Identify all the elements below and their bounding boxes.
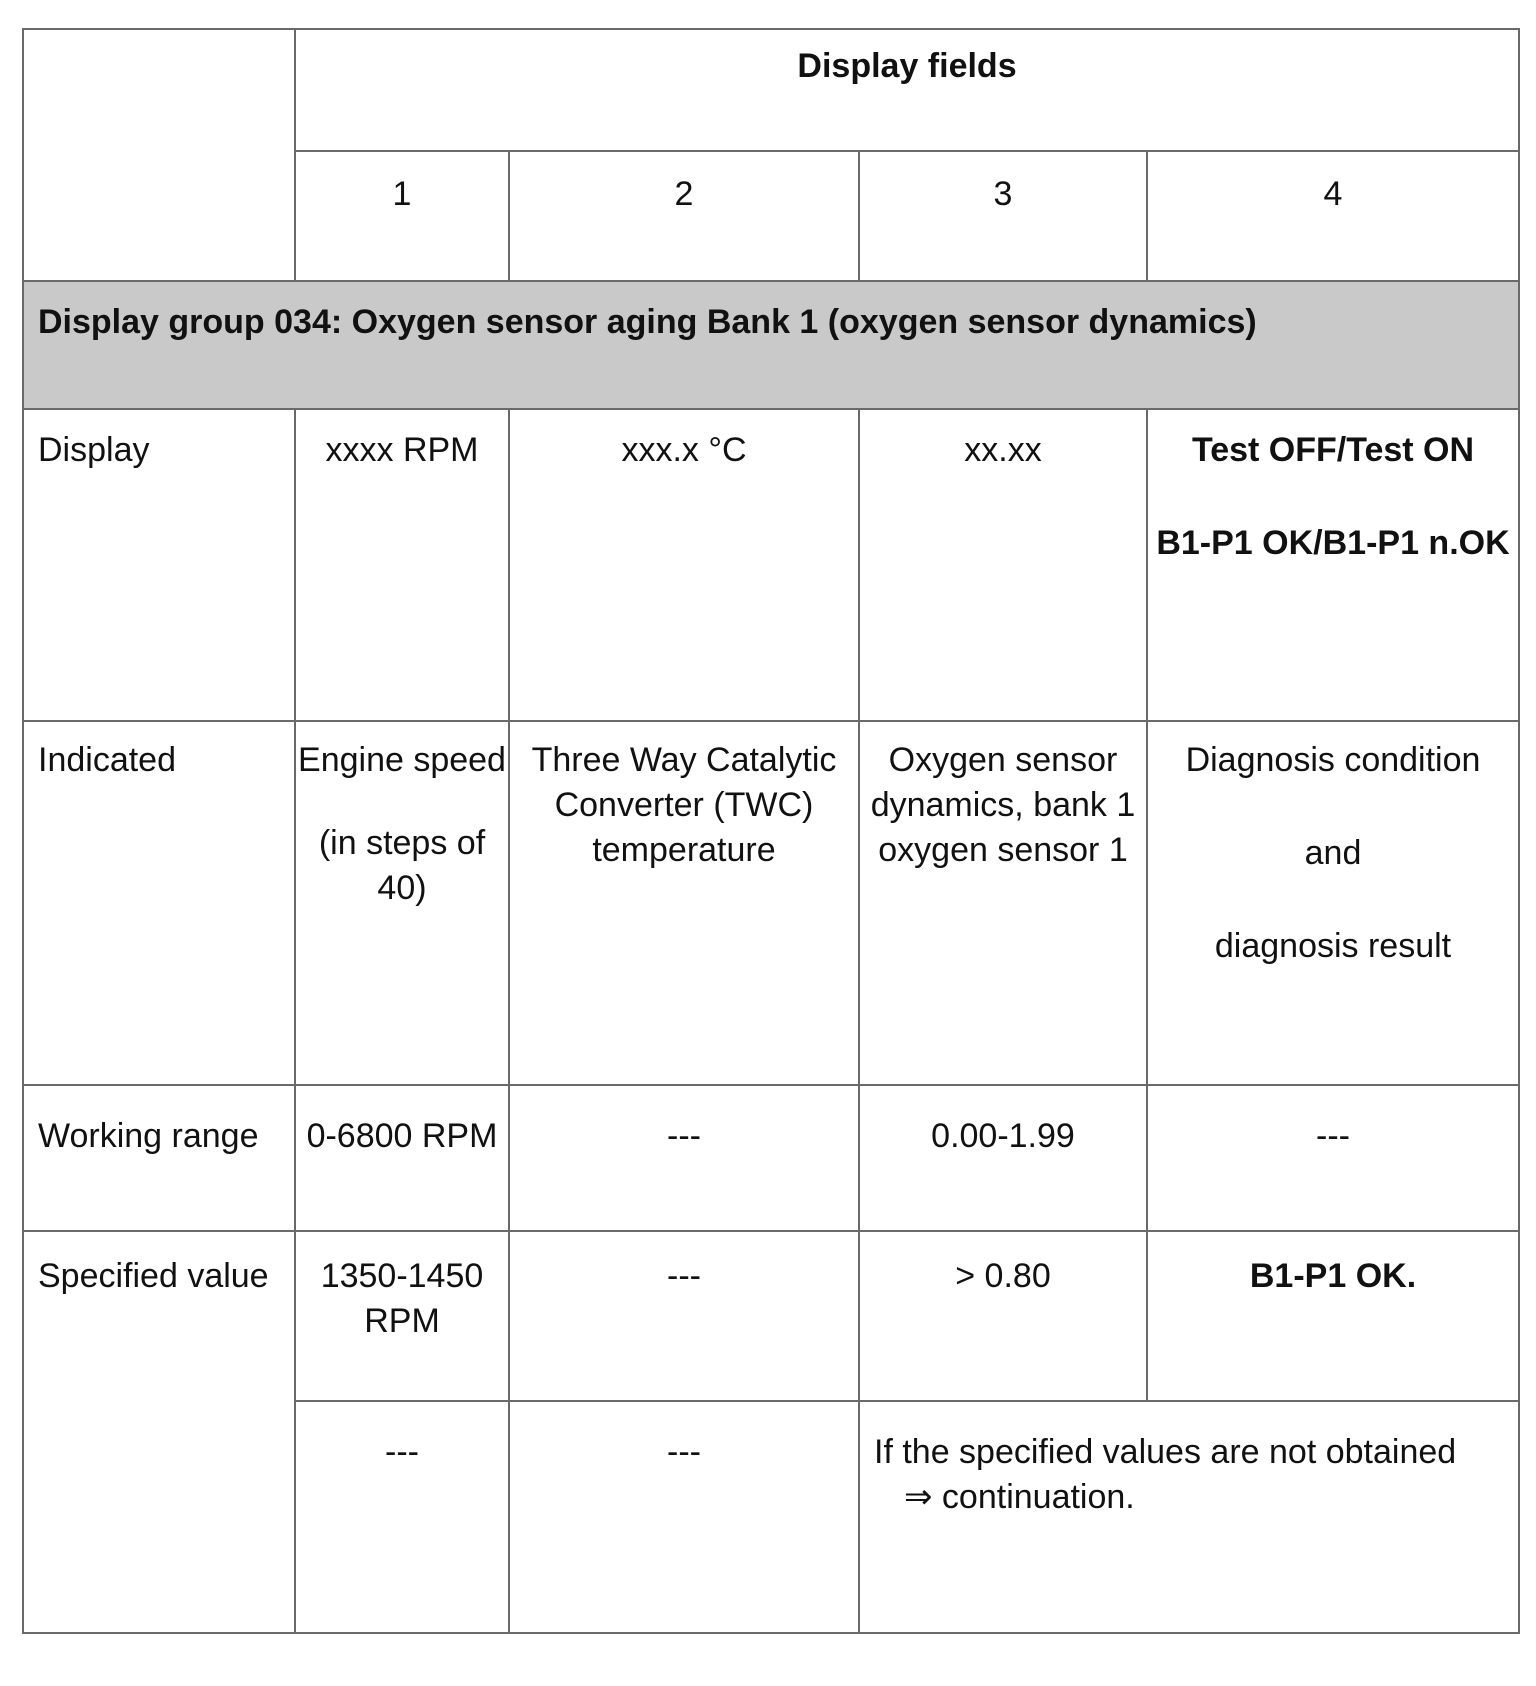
table-row-specified-value (23, 1231, 1519, 1401)
row-label-indicated: Indicated (23, 721, 295, 1085)
continuation-field-1: --- (295, 1401, 509, 1633)
display-field-1: xxxx RPM (295, 409, 509, 721)
table-row-indicated (23, 721, 1519, 1085)
table-row-working-range (23, 1085, 1519, 1231)
specified-value-field-1: 1350-1450 RPM (295, 1231, 509, 1401)
display-group-title: Display group 034: Oxygen sensor aging Bank 1 (oxygen sensor dynamics) (23, 281, 1519, 409)
row-label-specified-value: Specified value (23, 1231, 295, 1633)
display-field-4 (1147, 409, 1519, 721)
continuation-link[interactable]: ⇒ continuation. (904, 1478, 1135, 1516)
continuation-field-2: --- (509, 1401, 859, 1633)
header-column-1: 1 (295, 151, 509, 281)
header-display-fields: Display fields (295, 29, 1519, 151)
specified-value-field-2: --- (509, 1231, 859, 1401)
specified-value-field-3: > 0.80 (859, 1231, 1147, 1401)
working-range-field-4: --- (1147, 1085, 1519, 1231)
working-range-field-3: 0.00-1.99 (859, 1085, 1147, 1231)
display-field-4-line1: Test OFF/Test ON (1191, 431, 1475, 469)
header-column-2: 2 (509, 151, 859, 281)
indicated-field-1-line2: (in steps of 40) (318, 824, 486, 907)
row-label-working-range: Working range (23, 1085, 295, 1231)
display-field-2: xxx.x °C (509, 409, 859, 721)
working-range-field-2: --- (509, 1085, 859, 1231)
continuation-note-line1: If the specified values are not obtained (874, 1433, 1457, 1471)
display-field-4-line2: B1-P1 OK/B1-P1 n.OK (1156, 524, 1510, 562)
header-column-3: 3 (859, 151, 1147, 281)
indicated-field-4 (1147, 721, 1519, 1085)
display-field-3: xx.xx (859, 409, 1147, 721)
row-label-display: Display (23, 409, 295, 721)
indicated-field-4-line3: diagnosis result (1214, 927, 1452, 965)
display-group-table (22, 28, 1520, 1634)
continuation-note (859, 1401, 1519, 1633)
indicated-field-4-line2: and (1304, 834, 1362, 872)
indicated-field-2: Three Way Catalytic Converter (TWC) temperature (509, 721, 859, 1085)
indicated-field-3: Oxygen sensor dynamics, bank 1 oxygen sensor 1 (859, 721, 1147, 1085)
table-row-display (23, 409, 1519, 721)
indicated-field-4-line1: Diagnosis condition (1185, 741, 1481, 779)
header-column-4: 4 (1147, 151, 1519, 281)
indicated-field-1-line1: Engine speed (298, 741, 506, 779)
header-corner-cell (23, 29, 295, 281)
specified-value-field-4: B1-P1 OK. (1147, 1231, 1519, 1401)
working-range-field-1: 0-6800 RPM (295, 1085, 509, 1231)
indicated-field-1 (295, 721, 509, 1085)
